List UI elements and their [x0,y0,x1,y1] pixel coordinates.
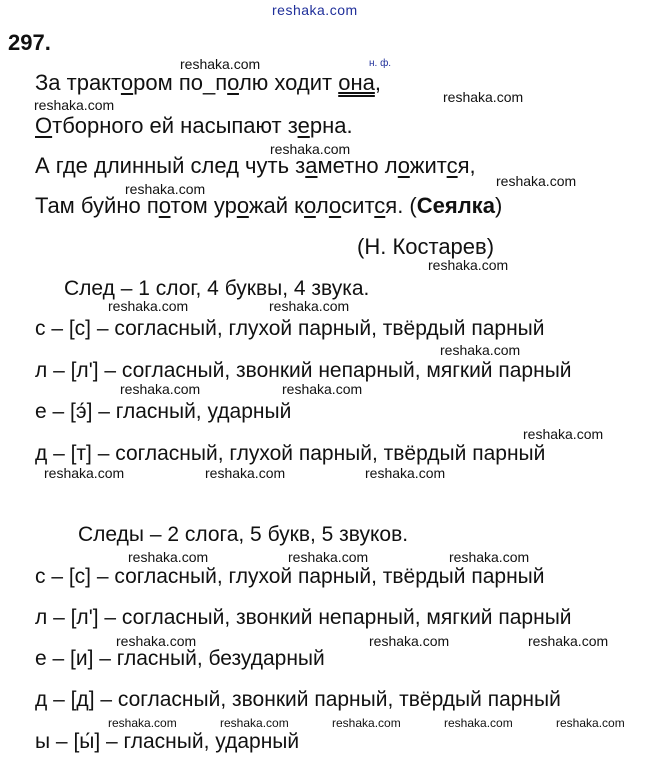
block2-row: е – [и] – гласный, безударный [35,647,325,670]
block1-row: л – [л'] – согласный, звонкий непарный, мягкий парный [35,359,572,382]
watermark: reshaka.com [205,465,286,481]
watermark: reshaka.com [44,465,125,481]
note-initial-form: н. ф. [369,58,392,69]
block2-row: д – [д] – согласный, звонкий парный, твёрдый парный [35,688,561,711]
block2-row: с – [с] – согласный, глухой парный, твёрдый парный [35,565,545,588]
block1-row: с – [с] – согласный, глухой парный, твёрдый парный [35,317,545,340]
watermark: reshaka.com [528,633,609,649]
watermark: reshaka.com [180,56,261,72]
watermark: reshaka.com [443,89,524,105]
block1-row: е – [э́] – гласный, ударный [35,400,292,423]
poem-author: (Н. Костарев) [357,234,495,259]
watermark: reshaka.com [269,298,350,314]
watermark: reshaka.com [523,426,604,442]
watermark: reshaka.com [332,716,401,730]
block1-heading: След – 1 слог, 4 буквы, 4 звука. [64,277,370,300]
poem-line-1: За трактором по_полю ходит она, [35,70,381,95]
exercise-number: 297. [8,30,51,55]
watermark: reshaka.com [556,716,625,730]
watermark: reshaka.com [288,549,369,565]
watermark: reshaka.com [428,257,509,273]
watermark: reshaka.com [108,298,189,314]
block2-row: ы – [ы́] – гласный, ударный [35,730,300,753]
watermark: reshaka.com [369,633,450,649]
watermark: reshaka.com [270,141,351,157]
watermark: reshaka.com [108,716,177,730]
watermark: reshaka.com [365,465,446,481]
watermark: reshaka.com [116,633,197,649]
poem-line-4: Там буйно потом урожай колосится. (Сеялка) [35,193,503,218]
watermark: reshaka.com [125,181,206,197]
watermark: reshaka.com [282,381,363,397]
watermark: reshaka.com [34,97,115,113]
block1-row: д – [т] – согласный, глухой парный, твёрдый парный [35,442,546,465]
site-header: reshaka.com [272,2,358,18]
watermark: reshaka.com [440,342,521,358]
block2-heading: Следы – 2 слога, 5 букв, 5 звуков. [78,523,409,546]
watermark: reshaka.com [444,716,513,730]
watermark: reshaka.com [496,173,577,189]
watermark: reshaka.com [128,549,209,565]
poem-line-2: Отборного ей насыпают зерна. [35,113,353,138]
watermark: reshaka.com [449,549,530,565]
block2-row: л – [л'] – согласный, звонкий непарный, мягкий парный [35,606,572,629]
watermark: reshaka.com [120,381,201,397]
watermark: reshaka.com [220,716,289,730]
poem-line-3: А где длинный след чуть заметно ложится, [35,153,476,178]
poem-answer: Сеялка [416,193,495,218]
